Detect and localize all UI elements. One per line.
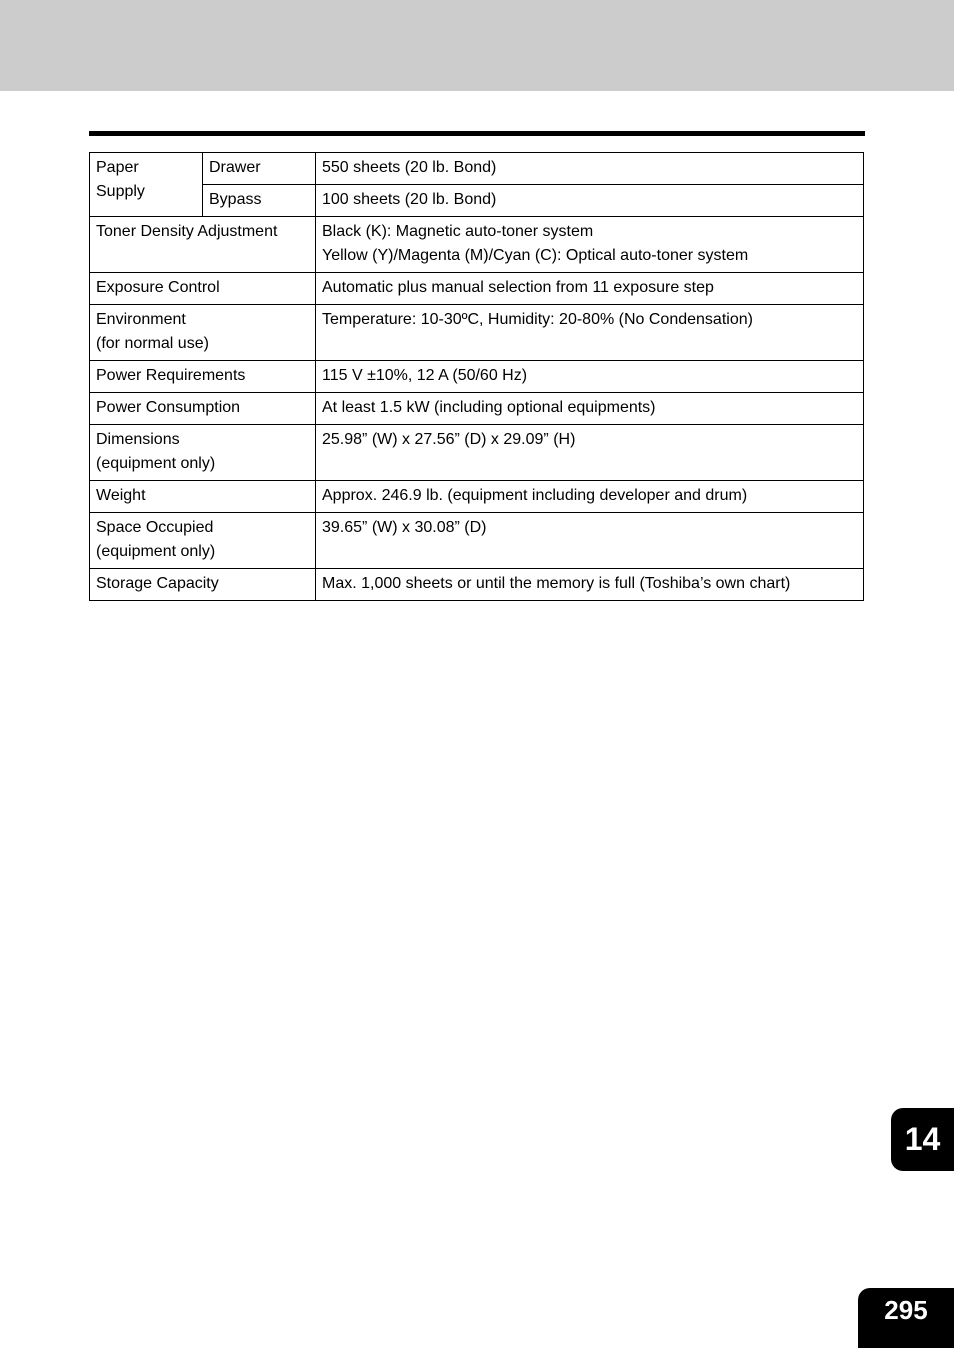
row-label: [90, 569, 316, 601]
table-row-weight: [90, 481, 864, 513]
value-line: 25.98” (W) x 27.56” (D) x 29.09” (H): [322, 431, 576, 448]
header-band: [0, 0, 954, 91]
value-line: Approx. 246.9 lb. (equipment including developer and drum): [322, 487, 748, 504]
chapter-tab: 14: [891, 1108, 954, 1171]
label-line: (for normal use): [96, 335, 209, 352]
value-line: Black (K): Magnetic auto-toner system: [322, 223, 594, 240]
label-line: Toner Density Adjustment: [96, 223, 278, 240]
drawer-label: Drawer: [203, 153, 316, 185]
table-row-storage-capacity: [90, 569, 864, 601]
row-value: [316, 513, 864, 569]
label-line: (equipment only): [96, 543, 216, 560]
row-value: [316, 569, 864, 601]
bypass-value: 100 sheets (20 lb. Bond): [316, 185, 864, 217]
value-line: Temperature: 10-30ºC, Humidity: 20-80% (No Condensation): [322, 311, 753, 328]
label-line: Storage Capacity: [96, 575, 219, 592]
section-rule: [89, 131, 865, 136]
label-line: (equipment only): [96, 455, 216, 472]
value-line: 115 V ±10%, 12 A (50/60 Hz): [322, 367, 528, 384]
specifications-table: [89, 152, 864, 601]
bypass-label: Bypass: [203, 185, 316, 217]
row-label: [90, 481, 316, 513]
row-label: [90, 273, 316, 305]
table-row-power-consumption: [90, 393, 864, 425]
row-label: [90, 217, 316, 273]
value-line: Yellow (Y)/Magenta (M)/Cyan (C): Optical auto-toner system: [322, 247, 749, 264]
page-number: 295: [858, 1288, 954, 1348]
row-value: [316, 425, 864, 481]
value-line: At least 1.5 kW (including optional equipments): [322, 399, 656, 416]
table-row-space-occupied: [90, 513, 864, 569]
row-label: [90, 361, 316, 393]
label-line: Power Consumption: [96, 399, 241, 416]
value-line: 39.65” (W) x 30.08” (D): [322, 519, 487, 536]
table-row-paper-supply-bypass: [90, 185, 864, 217]
label-line: Power Requirements: [96, 367, 246, 384]
label-line: Environment: [96, 311, 186, 328]
row-value: [316, 273, 864, 305]
paper-supply-label: [90, 153, 203, 217]
row-value: [316, 305, 864, 361]
row-value: [316, 361, 864, 393]
label-line: Paper: [96, 159, 139, 176]
row-value: [316, 393, 864, 425]
row-label: [90, 513, 316, 569]
label-line: Dimensions: [96, 431, 180, 448]
row-label: [90, 393, 316, 425]
label-line: Space Occupied: [96, 519, 214, 536]
value-line: Max. 1,000 sheets or until the memory is full (Toshiba’s own chart): [322, 575, 791, 592]
table-row-environment: [90, 305, 864, 361]
label-line: Weight: [96, 487, 146, 504]
table-row-exposure-control: [90, 273, 864, 305]
row-label: [90, 425, 316, 481]
label-line: Exposure Control: [96, 279, 220, 296]
table-row-dimensions: [90, 425, 864, 481]
value-line: Automatic plus manual selection from 11 exposure step: [322, 279, 714, 296]
drawer-value: 550 sheets (20 lb. Bond): [316, 153, 864, 185]
table-row-power-requirements: [90, 361, 864, 393]
row-value: [316, 217, 864, 273]
table-row-toner-density: [90, 217, 864, 273]
label-line: Supply: [96, 183, 145, 200]
row-value: [316, 481, 864, 513]
row-label: [90, 305, 316, 361]
table-row-paper-supply-drawer: [90, 153, 864, 185]
